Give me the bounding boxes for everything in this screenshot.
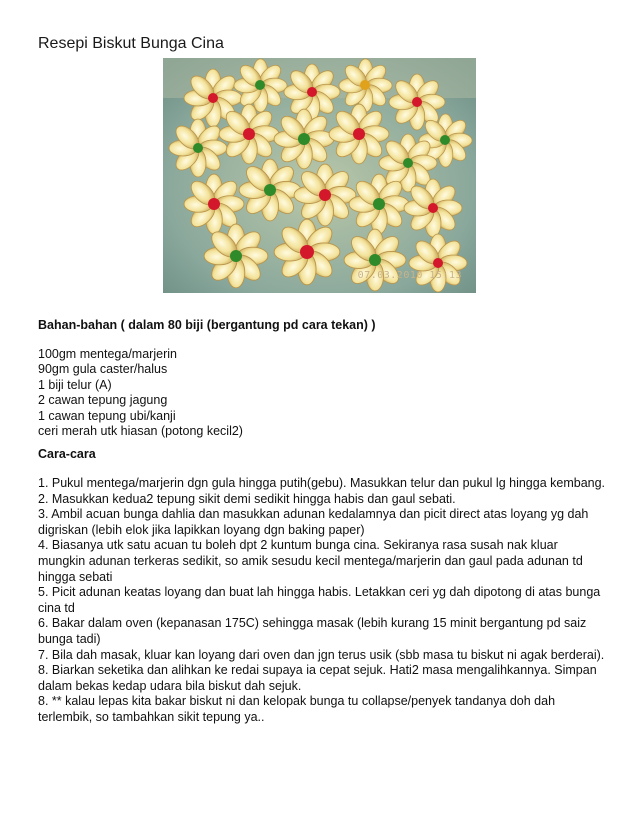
method-heading: Cara-cara <box>38 447 96 461</box>
step-item: 7. Bila dah masak, kluar kan loyang dari oven dan jgn terus usik (sbb masa tu biskut ni agak berderai). <box>38 647 605 662</box>
ingredients-heading: Bahan-bahan ( dalam 80 biji (bergantung pd cara tekan) ) <box>38 318 376 332</box>
ingredient-item: 2 cawan tepung jagung <box>38 393 168 408</box>
step-item: 1. Pukul mentega/marjerin dgn gula hingga putih(gebu). Masukkan telur dan pukul lg hingga kembang. <box>38 476 606 490</box>
step-item: 5. Picit adunan keatas loyang dan buat lah hingga habis. Letakkan ceri yg dah dipotong di atas bunga cina td <box>38 585 601 615</box>
ingredient-item: 1 biji telur (A) <box>38 377 112 392</box>
step-item: 8. ** kalau lepas kita bakar biskut ni dan kelopak bunga tu collapse/penyek tandanya doh dah terlembik, so tambahkan sikit tepung ya.. <box>38 694 556 724</box>
ingredient-item: 100gm mentega/marjerin <box>38 347 177 361</box>
step-item: 2. Masukkan kedua2 tepung sikit demi sedikit hingga habis dan gaul sebati. <box>38 491 456 506</box>
step-item: 4. Biasanya utk satu acuan tu boleh dpt 2 kuntum bunga cina. Sekiranya rasa susah nak kluar mungkin adunan terkeras sedikit, so amik sesudu kecil mentega/marjerin dan gaul pada adunan td hingga sebati <box>38 538 583 584</box>
step-item: 6. Bakar dalam oven (kepanasan 175C) sehingga masak (lebih kurang 15 minit bergantung pd saiz bunga tadi) <box>38 616 587 646</box>
ingredient-item: ceri merah utk hiasan (potong kecil2) <box>38 424 243 439</box>
steps-list <box>38 476 606 726</box>
ingredients-list <box>38 347 243 439</box>
step-item: 3. Ambil acuan bunga dahlia dan masukkan adunan kedalamnya dan picit direct atas loyang yg dah digriskan (lebih elok jika lapikkan loyang dgn baking paper) <box>38 507 589 537</box>
page-title: Resepi Biskut Bunga Cina <box>38 35 224 52</box>
photo-date-stamp: 07.03.2010 15:13 <box>357 270 462 281</box>
cookie-photo <box>163 58 476 293</box>
ingredient-item: 1 cawan tepung ubi/kanji <box>38 408 176 423</box>
cookie-photo-illustration <box>163 58 476 293</box>
step-item: 8. Biarkan seketika dan alihkan ke redai supaya ia cepat sejuk. Hati2 masa mengalihkannya. Simpan dalam bekas kedap udara bila biskut dah sejuk. <box>38 663 597 693</box>
ingredient-item: 90gm gula caster/halus <box>38 362 168 377</box>
